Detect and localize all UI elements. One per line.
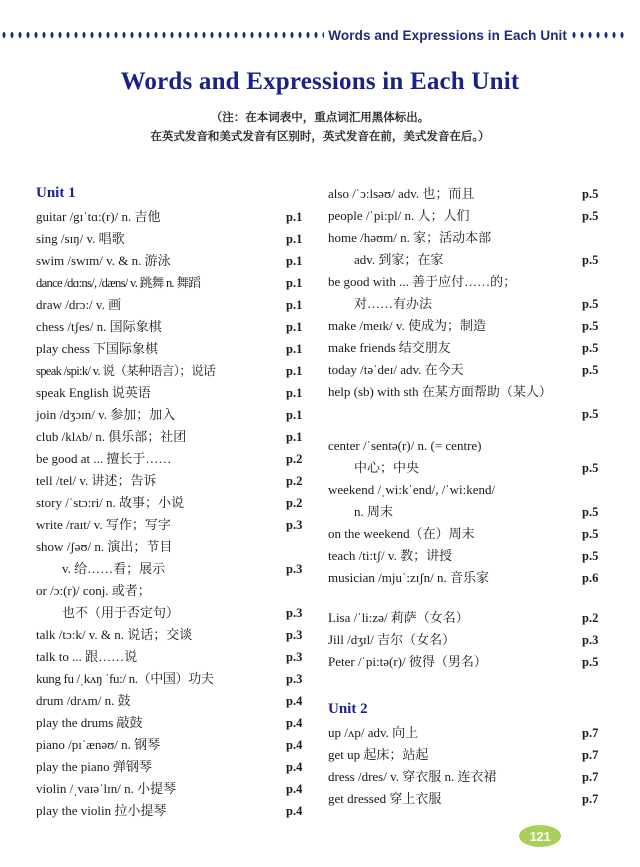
page-number-badge: 121 xyxy=(519,825,561,847)
editorial-note-line-1: （注：在本词表中，重点词汇用黑体标出。 xyxy=(210,110,430,124)
header-dot-rule-right xyxy=(570,27,628,43)
entry-page-reference: p.2 xyxy=(286,496,303,510)
entry-text: up /ʌp/ adv. 向上 xyxy=(328,725,419,740)
entry-text: get dressed 穿上衣服 xyxy=(328,791,442,806)
entry-page-reference: p.1 xyxy=(286,320,303,334)
entry-text: dance /dɑ:ns/, /dæns/ v. 跳舞 n. 舞蹈 xyxy=(36,276,201,290)
vocabulary-entry xyxy=(328,479,616,501)
vocabulary-entry xyxy=(36,206,320,228)
entry-text: 也不（用于否定句） xyxy=(62,605,180,620)
entry-page-reference: p.5 xyxy=(582,187,599,201)
entry-page-reference: p.3 xyxy=(286,518,303,532)
entry-page-reference: p.3 xyxy=(286,562,303,576)
entry-text: speak /spi:k/ v. 说（某种语言）；说话 xyxy=(36,364,215,378)
entry-page-reference: p.4 xyxy=(286,694,303,708)
entry-page-reference: p.3 xyxy=(582,633,599,647)
entry-text: dress /dres/ v. 穿衣服 n. 连衣裙 xyxy=(328,769,497,784)
vocabulary-entry xyxy=(328,607,616,629)
vocabulary-entry xyxy=(328,435,616,457)
vocabulary-entry xyxy=(36,426,320,448)
entry-text: home /həʊm/ n. 家；活动本部 xyxy=(328,230,492,245)
entry-text: people /ˈpi:pl/ n. 人；人们 xyxy=(328,208,470,223)
vocabulary-entry xyxy=(36,558,320,580)
entry-text: story /ˈstɔ:ri/ n. 故事；小说 xyxy=(36,495,185,510)
entry-text: draw /drɔ:/ v. 画 xyxy=(36,297,122,312)
vocabulary-entry xyxy=(36,294,320,316)
entry-page-reference: p.2 xyxy=(582,611,599,625)
entry-text: adv. 到家；在家 xyxy=(354,252,444,267)
entry-page-reference: p.5 xyxy=(582,527,599,541)
entry-page-reference: p.5 xyxy=(582,655,599,669)
vocabulary-entry xyxy=(36,492,320,514)
entry-text: swim /swɪm/ v. & n. 游泳 xyxy=(36,253,171,268)
entry-page-reference: p.7 xyxy=(582,748,599,762)
entry-page-reference: p.5 xyxy=(582,461,599,475)
entry-text: make /meɪk/ v. 使成为；制造 xyxy=(328,318,487,333)
entry-page-reference: p.4 xyxy=(286,782,303,796)
entry-text: get up 起床；站起 xyxy=(328,747,429,762)
entry-page-reference: p.7 xyxy=(582,770,599,784)
right-column-entry-list-mid xyxy=(328,435,616,589)
entry-page-reference: p.4 xyxy=(286,738,303,752)
vocabulary-entry xyxy=(328,523,616,545)
entry-text: sing /sɪŋ/ v. 唱歌 xyxy=(36,231,125,246)
vocabulary-entry xyxy=(36,272,320,294)
vocabulary-entry xyxy=(36,360,320,382)
entry-text: kung fu /ˌkʌŋ ˈfu:/ n.（中国）功夫 xyxy=(36,671,214,686)
vocabulary-entry xyxy=(36,316,320,338)
vocabulary-entry xyxy=(36,228,320,250)
entry-page-reference: p.1 xyxy=(286,364,303,378)
vocabulary-entry xyxy=(328,183,616,205)
entry-page-reference: p.4 xyxy=(286,804,303,818)
entry-text: speak English 说英语 xyxy=(36,385,151,400)
entry-text: piano /pɪˈænəʊ/ n. 钢琴 xyxy=(36,737,161,752)
entry-page-reference: p.5 xyxy=(582,363,599,377)
entry-page-reference: p.5 xyxy=(582,319,599,333)
vocabulary-entry xyxy=(36,602,320,624)
entry-text: n. 周末 xyxy=(354,504,394,519)
vocabulary-entry xyxy=(328,359,616,381)
vocabulary-entry xyxy=(36,646,320,668)
entry-page-reference: p.2 xyxy=(286,452,303,466)
entry-text: musician /mjuˈ:zɪʃn/ n. 音乐家 xyxy=(328,570,490,585)
vocabulary-entry xyxy=(328,381,616,403)
entry-text: teach /ti:tʃ/ v. 教；讲授 xyxy=(328,548,453,563)
vocabulary-entry xyxy=(328,315,616,337)
vocabulary-entry xyxy=(36,624,320,646)
editorial-note-line-2: 在英式发音和美式发音有区别时，英式发音在前，美式发音在后。） xyxy=(150,129,490,143)
vocabulary-entry xyxy=(36,712,320,734)
entry-text: help (sb) with sth 在某方面帮助（某人） xyxy=(328,384,552,399)
entry-page-reference: p.5 xyxy=(582,505,599,519)
vocabulary-entry xyxy=(328,629,616,651)
vocabulary-entry xyxy=(328,403,616,425)
entry-text: Jill /dʒɪl/ 吉尔（女名） xyxy=(328,632,456,647)
left-column xyxy=(36,183,320,822)
vocabulary-columns xyxy=(0,183,640,833)
entry-text: today /təˈdeɪ/ adv. 在今天 xyxy=(328,362,464,377)
entry-page-reference: p.4 xyxy=(286,760,303,774)
entry-text: play the drums 敲鼓 xyxy=(36,715,143,730)
right-column xyxy=(328,183,616,810)
entry-text: violin /ˌvaɪəˈlɪn/ n. 小提琴 xyxy=(36,781,177,796)
vocabulary-entry xyxy=(328,567,616,589)
page-title: Words and Expressions in Each Unit xyxy=(120,68,520,95)
vocabulary-entry xyxy=(36,382,320,404)
vocabulary-entry xyxy=(328,545,616,567)
entry-text: play the violin 拉小提琴 xyxy=(36,803,167,818)
vocabulary-entry xyxy=(36,690,320,712)
unit-heading-unit-2: Unit 2 xyxy=(328,701,368,717)
right-column-entry-list-unit2 xyxy=(328,722,616,810)
vocabulary-entry xyxy=(36,250,320,272)
entry-page-reference: p.1 xyxy=(286,254,303,268)
vocabulary-entry xyxy=(328,457,616,479)
entry-page-reference: p.5 xyxy=(582,549,599,563)
entry-text: drum /drʌm/ n. 鼓 xyxy=(36,693,131,708)
vocabulary-entry xyxy=(36,338,320,360)
entry-text: talk /tɔ:k/ v. & n. 说话；交谈 xyxy=(36,627,193,642)
vocabulary-entry xyxy=(36,448,320,470)
vocabulary-entry xyxy=(36,514,320,536)
entry-page-reference: p.3 xyxy=(286,672,303,686)
entry-page-reference: p.7 xyxy=(582,792,599,806)
vocabulary-entry xyxy=(36,470,320,492)
entry-text: write /raɪt/ v. 写作；写字 xyxy=(36,517,171,532)
entry-text: join /dʒɔɪn/ v. 参加；加入 xyxy=(36,407,176,422)
vocabulary-entry xyxy=(36,536,320,558)
left-column-entry-list xyxy=(36,206,320,822)
entry-page-reference: p.5 xyxy=(582,341,599,355)
entry-text: make friends 结交朋友 xyxy=(328,340,451,355)
entry-text: show /ʃəʊ/ n. 演出；节目 xyxy=(36,539,173,554)
entry-page-reference: p.1 xyxy=(286,210,303,224)
editorial-note xyxy=(0,108,640,146)
entry-text: weekend /ˌwi:kˈend/, /ˈwi:kend/ xyxy=(328,482,496,497)
entry-text: play the piano 弹钢琴 xyxy=(36,759,152,774)
entry-text: v. 给……看；展示 xyxy=(62,561,166,576)
entry-page-reference: p.2 xyxy=(286,474,303,488)
entry-text: also /ˈɔ:lsəʊ/ adv. 也；而且 xyxy=(328,186,475,201)
vocabulary-entry xyxy=(328,227,616,249)
entry-text: tell /tel/ v. 讲述；告诉 xyxy=(36,473,157,488)
entry-text: play chess 下国际象棋 xyxy=(36,341,159,356)
entry-page-reference: p.4 xyxy=(286,716,303,730)
entry-text: club /klʌb/ n. 俱乐部；社团 xyxy=(36,429,187,444)
right-column-entry-list-top xyxy=(328,183,616,425)
entry-page-reference: p.1 xyxy=(286,386,303,400)
entry-page-reference: p.3 xyxy=(286,628,303,642)
right-column-gap-2 xyxy=(328,589,616,607)
vocabulary-entry xyxy=(328,271,616,293)
vocabulary-entry xyxy=(328,651,616,673)
vocabulary-entry xyxy=(328,205,616,227)
entry-page-reference: p.1 xyxy=(286,342,303,356)
entry-text: talk to ... 跟……说 xyxy=(36,649,138,664)
entry-page-reference: p.5 xyxy=(582,407,599,421)
vocabulary-entry xyxy=(328,744,616,766)
unit-heading-unit-1: Unit 1 xyxy=(36,185,76,201)
vocabulary-entry xyxy=(36,756,320,778)
entry-page-reference: p.1 xyxy=(286,298,303,312)
entry-text: 对……有办法 xyxy=(354,296,433,311)
vocabulary-entry xyxy=(328,337,616,359)
vocabulary-entry xyxy=(36,778,320,800)
right-column-gap-1 xyxy=(328,425,616,435)
vocabulary-entry xyxy=(328,788,616,810)
entry-text: or /ɔ:(r)/ conj. 或者； xyxy=(36,583,151,598)
vocabulary-entry xyxy=(36,734,320,756)
entry-text: be good at ... 擅长于…… xyxy=(36,451,172,466)
vocabulary-entry xyxy=(328,249,616,271)
vocabulary-entry xyxy=(36,404,320,426)
vocabulary-entry xyxy=(328,722,616,744)
entry-page-reference: p.1 xyxy=(286,232,303,246)
entry-text: guitar /gɪˈtɑ:(r)/ n. 吉他 xyxy=(36,209,161,224)
entry-page-reference: p.1 xyxy=(286,430,303,444)
running-header-title: Words and Expressions in Each Unit xyxy=(328,27,567,43)
entry-text: chess /tʃes/ n. 国际象棋 xyxy=(36,319,162,334)
entry-page-reference: p.1 xyxy=(286,276,303,290)
entry-text: 中心；中央 xyxy=(354,460,420,475)
proper-names-list xyxy=(328,607,616,673)
vocabulary-entry xyxy=(36,580,320,602)
entry-page-reference: p.1 xyxy=(286,408,303,422)
entry-page-reference: p.7 xyxy=(582,726,599,740)
entry-page-reference: p.5 xyxy=(582,253,599,267)
entry-text: be good with ... 善于应付……的； xyxy=(328,274,517,289)
vocabulary-entry xyxy=(36,800,320,822)
entry-page-reference: p.5 xyxy=(582,209,599,223)
entry-text: center /ˈsentə(r)/ n. (= centre) xyxy=(328,438,482,453)
entry-text: Peter /ˈpi:tə(r)/ 彼得（男名） xyxy=(328,654,487,669)
vocabulary-entry xyxy=(328,766,616,788)
running-header xyxy=(0,24,640,46)
entry-page-reference: p.3 xyxy=(286,606,303,620)
vocabulary-entry xyxy=(328,293,616,315)
entry-page-reference: p.6 xyxy=(582,571,599,585)
header-dot-rule-left xyxy=(0,27,324,43)
vocabulary-entry xyxy=(328,501,616,523)
vocabulary-entry xyxy=(36,668,320,690)
right-column-gap-3 xyxy=(328,673,616,699)
entry-text: Lisa /ˈli:zə/ 莉萨（女名） xyxy=(328,610,469,625)
entry-page-reference: p.5 xyxy=(582,297,599,311)
entry-text: on the weekend（在）周末 xyxy=(328,526,475,541)
entry-page-reference: p.3 xyxy=(286,650,303,664)
